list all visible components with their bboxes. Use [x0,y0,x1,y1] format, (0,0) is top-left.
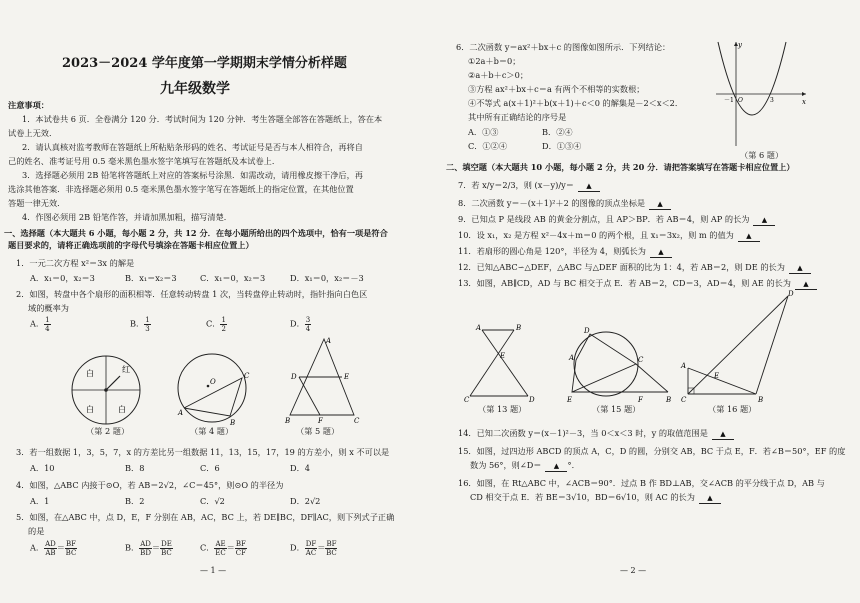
svg-text:A: A [326,337,332,345]
answer-blank: ▲ [753,215,775,226]
svg-text:A: A [569,354,575,362]
q1-option-a: A．x₁＝0，x₂＝3 [30,273,95,283]
q1-option-d: D．x₁＝0，x₂＝－3 [290,273,364,283]
q6-option-d: D．①③④ [542,141,582,151]
section-1-heading-cont: 题目要求的，请将正确选项前的字母代号填涂在答题卡相应位置上） [8,240,254,250]
svg-text:C: C [638,356,644,364]
svg-text:－1: －1 [724,97,734,104]
q4-option-b: B．2 [125,496,145,506]
q1-option-b: B．x₁＝x₂＝3 [125,273,177,283]
question-16-cont: CD 相交于点 E．若 BE＝3√10，BD＝6√10，则 AC 的长为 ▲ [470,492,721,504]
svg-text:A: A [681,362,687,370]
page-number: — 1 — [200,566,227,575]
svg-text:E: E [714,372,720,380]
svg-text:B: B [230,419,236,427]
svg-text:C: C [464,396,470,404]
q3-option-b: B．8 [125,463,145,473]
figure-16-caption: （第 16 题） [708,404,757,414]
q4-option-c: C．√2 [200,496,225,506]
svg-text:y: y [738,41,742,49]
q4-option-a: A．1 [30,496,50,506]
svg-text:B: B [516,324,522,332]
q5-option-c: C． $\frac{AE}{EC}$ ＝ $\frac{BF}{CF}$ [200,540,246,557]
svg-text:A: A [476,324,482,332]
spinner-label: 白 [118,405,126,414]
q6-option-b: B．②④ [542,127,573,137]
svg-text:E: E [500,352,506,360]
exam-subject: 九年级数学 [160,81,230,97]
figure-16-triangle [680,288,796,404]
question-1: 1．一元二次方程 x²＝3x 的解是 [16,258,135,268]
svg-text:F: F [318,417,323,425]
q3-option-c: C．6 [200,463,220,473]
q2-option-d: D． $\frac{3}{4}$ [290,316,311,333]
exam-title: 2023－2024 学年度第一学期期末学情分析样题 [62,56,347,71]
q6-item-1: ①2a＋b＝0； [468,56,521,66]
figure-5-caption: （第 5 题） [296,426,340,436]
svg-text:E: E [344,373,350,381]
question-14: 14．已知二次函数 y＝(x－1)²－3，当 0＜x＜3 时，y 的取值范围是 ▲ [458,428,734,440]
notice-line: 试卷上无效． [8,128,58,138]
question-11: 11．若扇形的圆心角是 120°，半径为 4，则弧长为 ▲ [458,246,672,258]
question-16: 16．如图，在 Rt△ABC 中，∠ACB＝90°．过点 B 作 BD⊥AB，交∠ACB 的平分线于点 D，AB 与 [458,478,825,488]
answer-blank: ▲ [650,247,672,258]
notice-line: 己的姓名、准考证号用 0.5 毫米黑色墨水签字笔填写在答题纸及本试卷上． [8,156,281,166]
question-12: 12．已知△ABC∽△DEF，△ABC 与△DEF 面积的比为 1：4，若 AB＝2，则 DE 的长为 ▲ [458,262,811,274]
svg-text:O: O [210,378,216,386]
notice-heading: 注意事项： [8,100,49,110]
figure-6-parabola [710,38,810,150]
svg-text:B: B [666,396,672,404]
answer-blank: ▲ [738,231,760,242]
q2-option-a: A． $\frac{1}{4}$ [30,316,50,333]
q3-option-d: D．4 [290,463,310,473]
question-8: 8．二次函数 y＝－(x＋1)²＋2 的图像的顶点坐标是 ▲ [458,198,671,210]
question-5-cont: 的是 [28,526,45,536]
answer-blank: ▲ [795,279,817,290]
svg-text:3: 3 [770,97,774,104]
figure-2-spinner [70,350,160,430]
q6-item-4: ④不等式 a(x＋1)²＋b(x＋1)＋c＜0 的解集是－2＜x＜2． [468,98,684,108]
figure-4-caption: （第 4 题） [190,426,234,436]
notice-line: 答题一律无效． [8,198,66,208]
q5-option-b: B． $\frac{AD}{BD}$ ＝ $\frac{DE}{BC}$ [125,540,172,557]
notice-line: 选涂其他答案．非选择题必须用 0.5 毫米黑色墨水签字笔写在答题纸上的指定位置，在其他位置 [8,184,354,194]
question-15-cont: 数为 56°，则∠D＝ ▲ °． [470,460,580,470]
figure-13-hourglass [462,322,542,404]
question-13: 13．如图，AB∥CD，AD 与 BC 相交于点 E．若 AB＝2，CD＝3，AD＝4，则 AE 的长为 ▲ [458,278,817,290]
q6-item-2: ②a＋b＋c＞0； [468,70,529,80]
q2-option-b: B． $\frac{1}{3}$ [130,316,150,333]
question-9: 9．已知点 P 是线段 AB 的黄金分割点，且 AP＞BP．若 AB＝4，则 AP 的长为 ▲ [458,214,775,226]
section-1-heading: 一、选择题（本大题共 6 小题，每小题 2 分，共 12 分．在每小题所给出的四个选项中，恰有一项是符合 [4,228,388,238]
notice-line: 4．作图必须用 2B 铅笔作答，并请加黑加粗，描写清楚． [22,212,232,222]
question-4: 4．如图，△ABC 内接于⊙O，若 AB＝2√2，∠C＝45°，则⊙O 的半径为 [16,480,284,490]
svg-text:C: C [244,372,250,380]
svg-text:B: B [285,417,291,425]
svg-text:A: A [178,409,184,417]
q6-option-c: C．①②④ [468,141,508,151]
figure-5-triangle [282,335,362,427]
notice-line: 3．选择题必须用 2B 铅笔将答题纸上对应的答案标号涂黑．如需改动，请用橡皮擦干净后，再 [22,170,363,180]
question-3: 3．若一组数据 1，3，5，7，x 的方差比另一组数据 11，13，15，17，19 的方差小，则 x 不可以是 [16,447,390,457]
svg-text:O: O [738,97,743,104]
question-2: 2．如图，转盘中各个扇形的面积相等．任意转动转盘 1 次，当转盘停止转动时，指针指向白色区 [16,289,368,299]
figure-4-circle [168,348,258,428]
svg-text:E: E [567,396,573,404]
question-15: 15．如图，过四边形 ABCD 的顶点 A，C，D 的圆，分别交 AB，BC 于点 E，F．若∠B＝50°，EF 的度 [458,446,846,456]
q4-option-d: D．2√2 [290,496,321,506]
figure-13-caption: （第 13 题） [478,404,527,414]
svg-text:C: C [681,396,687,404]
notice-line: 2．请认真核对监考教师在答题纸上所粘贴条形码的姓名、考试证号是否与本人相符合，再将自 [22,142,363,152]
q1-option-c: C．x₁＝0，x₂＝3 [200,273,266,283]
svg-text:x: x [802,98,806,106]
q6-item-3: ③方程 ax²＋bx＋c＝a 有两个不相等的实数根； [468,84,645,94]
answer-blank: ▲ [649,199,671,210]
q6-prompt: 其中所有正确结论的序号是 [468,112,567,122]
svg-text:C: C [354,417,360,425]
svg-text:D: D [788,290,794,298]
q3-option-a: A．10 [30,463,55,473]
svg-text:F: F [638,396,643,404]
spinner-label: 红 [122,365,130,374]
q6-option-a: A．①③ [468,127,499,137]
answer-blank: ▲ [578,181,600,192]
svg-text:B: B [758,396,764,404]
section-2-heading: 二、填空题（本大题共 10 小题，每小题 2 分，共 20 分．请把答案填写在答题卡相应位置上） [446,162,795,172]
question-2-cont: 域的概率为 [28,303,69,313]
answer-blank: ▲ [789,263,811,274]
figure-15-circle [566,326,676,404]
spinner-label: 白 [86,405,94,414]
spinner-label: 白 [86,369,94,378]
svg-text:D: D [529,396,535,404]
notice-line: 1．本试卷共 6 页．全卷满分 120 分．考试时间为 120 分钟．考生答题全部答在答题纸上，答在本 [22,114,383,124]
page-number: — 2 — [620,566,647,575]
answer-blank: ▲ [545,461,567,472]
answer-blank: ▲ [699,493,721,504]
answer-blank: ▲ [712,429,734,440]
question-10: 10．设 x₁，x₂ 是方程 x²－4x＋m＝0 的两个根，且 x₁＝3x₂，则 m 的值为 ▲ [458,230,760,242]
figure-2-caption: （第 2 题） [86,426,130,436]
question-7: 7．若 x/y＝2/3，则 (x－y)/y＝ ▲ [458,180,600,192]
svg-text:D: D [291,373,297,381]
q5-option-a: A． $\frac{AD}{AB}$ ＝ $\frac{BF}{BC}$ [30,540,77,557]
q2-option-c: C． $\frac{1}{2}$ [206,316,226,333]
q5-option-d: D． $\frac{DF}{AC}$ ＝ $\frac{BF}{BC}$ [290,540,337,557]
question-5: 5．如图，在△ABC 中，点 D，E，F 分别在 AB，AC，BC 上，若 DE∥BC，DF∥AC，则下列式子正确 [16,512,395,522]
question-6: 6．二次函数 y＝ax²＋bx＋c 的图像如图所示．下列结论： [456,42,671,52]
figure-6-caption: （第 6 题） [740,150,784,160]
figure-15-caption: （第 15 题） [592,404,641,414]
svg-text:D: D [584,327,590,335]
